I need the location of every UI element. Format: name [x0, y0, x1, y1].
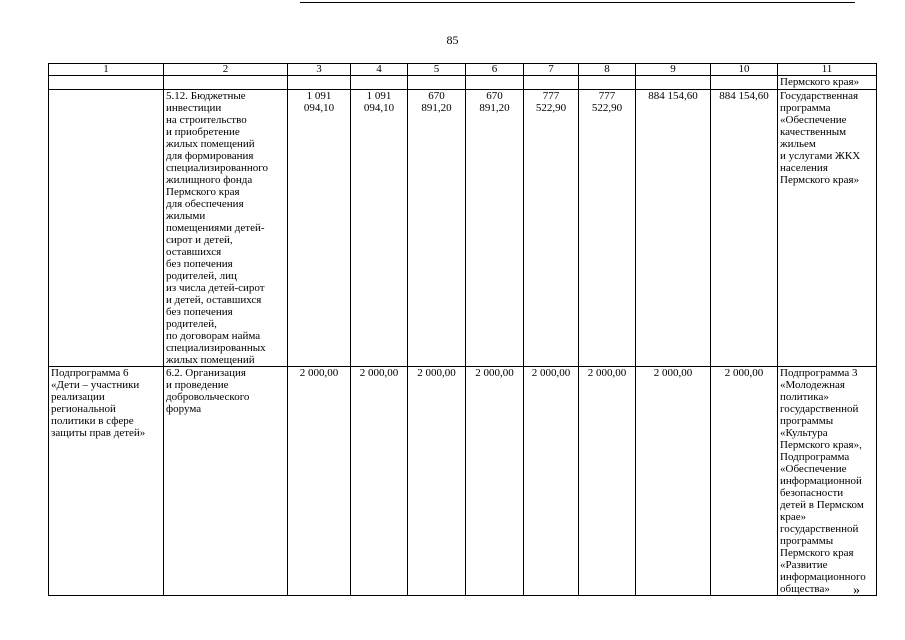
activity-cell: 5.12. Бюджетные инвестиции на строительство и приобретение жилых помещений для формирования специализированного жилищного фонда Пермского края для обеспечения жилыми помещениями детей- сирот и детей, оставшихся без попечения родителей, лиц из числа детей-сирот и детей, оставшихся без попечения родителей, по договорам найма специализированных жилых помещений — [164, 90, 288, 367]
amount-cell: 1 091 094,10 — [288, 90, 351, 367]
top-rule — [300, 2, 855, 3]
amount-cell: 884 154,60 — [636, 90, 711, 367]
column-number: 9 — [636, 64, 711, 76]
column-number: 6 — [466, 64, 524, 76]
program-cell: Подпрограмма 3 «Молодежная политика» государственной программы «Культура Пермского края», Подпрограмма «Обеспечение информационной безопасности детей в Пермском крае» государственной программы Пермского края «Развитие информационного общества» — [778, 367, 877, 596]
column-number: 8 — [579, 64, 636, 76]
table-cell — [579, 76, 636, 90]
table-row — [49, 367, 877, 596]
column-number: 4 — [351, 64, 408, 76]
column-number: 10 — [711, 64, 778, 76]
amount-cell: 2 000,00 — [466, 367, 524, 596]
table-row — [49, 90, 877, 367]
amount-cell: 670 891,20 — [466, 90, 524, 367]
amount-cell: 777 522,90 — [579, 90, 636, 367]
column-number: 3 — [288, 64, 351, 76]
program-cell: Государственная программа «Обеспечение качественным жильем и услугами ЖКХ населения Пермского края» — [778, 90, 877, 367]
column-number: 1 — [49, 64, 164, 76]
table-cell — [636, 76, 711, 90]
amount-cell: 2 000,00 — [524, 367, 579, 596]
column-number: 11 — [778, 64, 877, 76]
column-number: 2 — [164, 64, 288, 76]
closing-quote-mark: » — [853, 583, 860, 598]
subprogram-cell: Подпрограмма 6 «Дети – участники реализации региональной политики в сфере защиты прав детей» — [49, 367, 164, 596]
table-row — [49, 76, 877, 90]
amount-cell: 2 000,00 — [636, 367, 711, 596]
table-cell — [711, 76, 778, 90]
table-cell — [466, 76, 524, 90]
amount-cell: 670 891,20 — [408, 90, 466, 367]
amount-cell: 2 000,00 — [711, 367, 778, 596]
amount-cell: 2 000,00 — [579, 367, 636, 596]
table-cell — [164, 76, 288, 90]
table-cell — [49, 76, 164, 90]
activity-cell: 6.2. Организация и проведение добровольческого форума — [164, 367, 288, 596]
column-number: 7 — [524, 64, 579, 76]
amount-cell: 2 000,00 — [351, 367, 408, 596]
table-cell — [49, 90, 164, 367]
page-number: 85 — [446, 33, 459, 47]
table-cell — [408, 76, 466, 90]
amount-cell: 777 522,90 — [524, 90, 579, 367]
table-cell — [351, 76, 408, 90]
amount-cell: 884 154,60 — [711, 90, 778, 367]
amount-cell: 2 000,00 — [408, 367, 466, 596]
table-cell — [288, 76, 351, 90]
column-number: 5 — [408, 64, 466, 76]
column-number-row — [49, 64, 877, 76]
amount-cell: 1 091 094,10 — [351, 90, 408, 367]
table-cell — [524, 76, 579, 90]
budget-table — [48, 63, 877, 596]
program-cell: Пермского края» — [778, 76, 877, 90]
amount-cell: 2 000,00 — [288, 367, 351, 596]
